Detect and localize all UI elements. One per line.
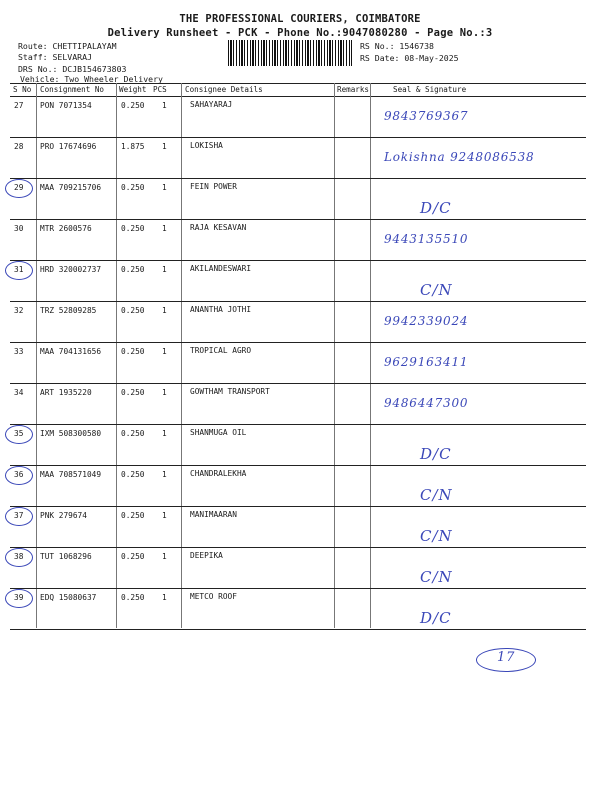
row-consignment: PON 7071354 bbox=[40, 101, 92, 110]
barcode bbox=[228, 40, 352, 66]
row-circle-mark bbox=[5, 507, 33, 526]
row-divider bbox=[10, 383, 586, 384]
row-pcs: 1 bbox=[162, 183, 167, 192]
row-weight: 0.250 bbox=[121, 470, 145, 479]
row-sno: 37 bbox=[14, 511, 24, 520]
document-title: THE PROFESSIONAL COURIERS, COIMBATORE bbox=[179, 13, 421, 25]
row-sno: 33 bbox=[14, 347, 24, 356]
row-pcs: 1 bbox=[162, 388, 167, 397]
row-pcs: 1 bbox=[162, 265, 167, 274]
row-circle-mark bbox=[5, 425, 33, 444]
row-sno: 31 bbox=[14, 265, 24, 274]
row-weight: 0.250 bbox=[121, 101, 145, 110]
row-sno: 35 bbox=[14, 429, 24, 438]
row-weight: 0.250 bbox=[121, 388, 145, 397]
row-handwritten-note: Lokishna 9248086538 bbox=[384, 150, 535, 164]
row-handwritten-note: 9486447300 bbox=[384, 396, 469, 410]
row-divider bbox=[10, 588, 586, 589]
row-weight: 0.250 bbox=[121, 511, 145, 520]
header-bottom-border bbox=[10, 96, 586, 97]
row-consignee: DEEPIKA bbox=[190, 551, 223, 560]
row-pcs: 1 bbox=[162, 552, 167, 561]
row-handwritten-note: C/N bbox=[420, 281, 453, 299]
row-consignee: GOWTHAM TRANSPORT bbox=[190, 387, 270, 396]
row-handwritten-note: C/N bbox=[420, 527, 453, 545]
col-sno: S No bbox=[13, 85, 32, 94]
page-tally-note: 17 bbox=[497, 650, 516, 665]
row-handwritten-note: 9843769367 bbox=[384, 109, 469, 123]
row-pcs: 1 bbox=[162, 470, 167, 479]
row-pcs: 1 bbox=[162, 429, 167, 438]
col-pcs: PCS bbox=[153, 85, 167, 94]
row-divider bbox=[10, 547, 586, 548]
col-remarks: Remarks bbox=[337, 85, 370, 94]
row-handwritten-note: D/C bbox=[420, 445, 452, 463]
row-divider bbox=[10, 301, 586, 302]
row-handwritten-note: C/N bbox=[420, 568, 453, 586]
row-divider bbox=[10, 629, 586, 630]
row-sno: 30 bbox=[14, 224, 24, 233]
rs-date: RS Date: 08-May-2025 bbox=[360, 53, 459, 63]
row-consignment: MAA 708571049 bbox=[40, 470, 102, 479]
route-label: Route: CHETTIPALAYAM bbox=[18, 41, 117, 51]
row-consignee: MANIMAARAN bbox=[190, 510, 237, 519]
row-consignment: HRD 320002737 bbox=[40, 265, 102, 274]
row-circle-mark bbox=[5, 261, 33, 280]
row-divider bbox=[10, 342, 586, 343]
row-consignee: AKILANDESWARI bbox=[190, 264, 252, 273]
row-divider bbox=[10, 178, 586, 179]
row-sno: 38 bbox=[14, 552, 24, 561]
row-pcs: 1 bbox=[162, 593, 167, 602]
row-weight: 0.250 bbox=[121, 347, 145, 356]
row-consignee: ANANTHA JOTHI bbox=[190, 305, 252, 314]
row-sno: 39 bbox=[14, 593, 24, 602]
row-circle-mark bbox=[5, 179, 33, 198]
row-handwritten-note: 9443135510 bbox=[384, 232, 469, 246]
row-consignee: CHANDRALEKHA bbox=[190, 469, 247, 478]
row-handwritten-note: D/C bbox=[420, 609, 452, 627]
row-divider bbox=[10, 260, 586, 261]
row-circle-mark bbox=[5, 548, 33, 567]
row-divider bbox=[10, 465, 586, 466]
row-divider bbox=[10, 137, 586, 138]
row-consignee: SAHAYARAJ bbox=[190, 100, 233, 109]
row-consignment: MAA 704131656 bbox=[40, 347, 102, 356]
row-weight: 0.250 bbox=[121, 183, 145, 192]
table-top-border bbox=[10, 83, 586, 84]
row-pcs: 1 bbox=[162, 142, 167, 151]
row-circle-mark bbox=[5, 466, 33, 485]
row-weight: 1.875 bbox=[121, 142, 145, 151]
row-consignment: TRZ 52809285 bbox=[40, 306, 97, 315]
row-handwritten-note: 9942339024 bbox=[384, 314, 469, 328]
row-pcs: 1 bbox=[162, 347, 167, 356]
row-weight: 0.250 bbox=[121, 552, 145, 561]
row-weight: 0.250 bbox=[121, 224, 145, 233]
col-consignment: Consignment No bbox=[40, 85, 105, 94]
col-consignee: Consignee Details bbox=[185, 85, 263, 94]
row-weight: 0.250 bbox=[121, 429, 145, 438]
row-sno: 27 bbox=[14, 101, 24, 110]
col-seal: Seal & Signature bbox=[393, 85, 467, 94]
row-sno: 34 bbox=[14, 388, 24, 397]
row-consignee: SHANMUGA OIL bbox=[190, 428, 247, 437]
row-consignment: PNK 279674 bbox=[40, 511, 87, 520]
row-handwritten-note: C/N bbox=[420, 486, 453, 504]
row-sno: 29 bbox=[14, 183, 24, 192]
staff-label: Staff: SELVARAJ bbox=[18, 52, 92, 62]
row-handwritten-note: D/C bbox=[420, 199, 452, 217]
row-consignee: RAJA KESAVAN bbox=[190, 223, 247, 232]
row-weight: 0.250 bbox=[121, 265, 145, 274]
row-consignment: MTR 2600576 bbox=[40, 224, 92, 233]
row-divider bbox=[10, 219, 586, 220]
row-divider bbox=[10, 506, 586, 507]
rs-number: RS No.: 1546738 bbox=[360, 41, 434, 51]
row-sno: 36 bbox=[14, 470, 24, 479]
vehicle-label: Vehicle: Two Wheeler Delivery bbox=[20, 74, 163, 84]
row-pcs: 1 bbox=[162, 511, 167, 520]
row-consignment: EDQ 15080637 bbox=[40, 593, 97, 602]
row-consignment: MAA 709215706 bbox=[40, 183, 102, 192]
row-divider bbox=[10, 424, 586, 425]
drs-label: DRS No.: DCJB154673803 bbox=[18, 64, 127, 74]
row-weight: 0.250 bbox=[121, 593, 145, 602]
row-sno: 32 bbox=[14, 306, 24, 315]
row-consignment: ART 1935220 bbox=[40, 388, 92, 397]
col-weight: Weight bbox=[119, 85, 147, 94]
row-consignee: FEIN POWER bbox=[190, 182, 237, 191]
row-handwritten-note: 9629163411 bbox=[384, 355, 469, 369]
row-pcs: 1 bbox=[162, 306, 167, 315]
row-consignment: PRO 17674696 bbox=[40, 142, 97, 151]
row-circle-mark bbox=[5, 589, 33, 608]
row-consignment: IXM 508300580 bbox=[40, 429, 102, 438]
row-sno: 28 bbox=[14, 142, 24, 151]
row-pcs: 1 bbox=[162, 101, 167, 110]
row-consignee: METCO ROOF bbox=[190, 592, 237, 601]
row-pcs: 1 bbox=[162, 224, 167, 233]
document-subtitle: Delivery Runsheet - PCK - Phone No.:9047080280 - Page No.:3 bbox=[107, 27, 493, 39]
row-consignee: LOKISHA bbox=[190, 141, 223, 150]
row-weight: 0.250 bbox=[121, 306, 145, 315]
row-consignee: TROPICAL AGRO bbox=[190, 346, 252, 355]
row-consignment: TUT 1068296 bbox=[40, 552, 92, 561]
